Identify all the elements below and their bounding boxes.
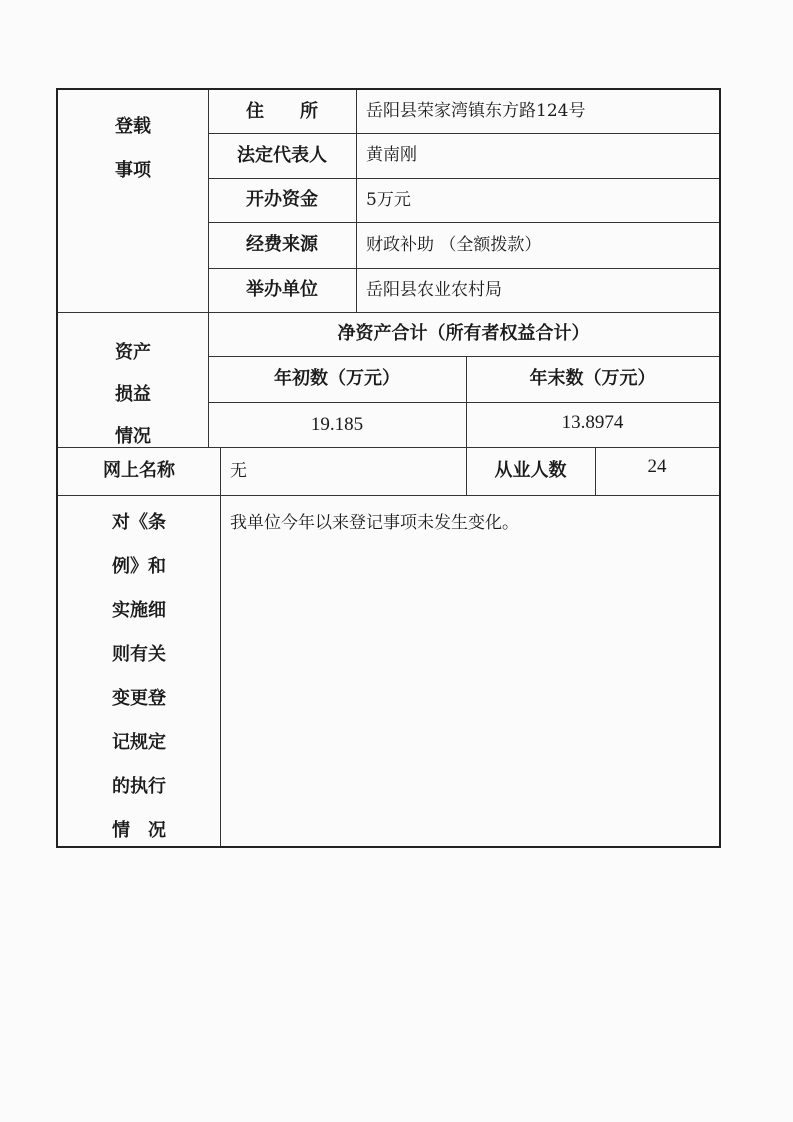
end-of-year-label: 年末数（万元）: [529, 368, 656, 389]
compliance-header-line: 例》和: [112, 556, 166, 577]
compliance-header: [58, 508, 220, 860]
compliance-content: 我单位今年以来登记事项未发生变化。: [230, 512, 519, 533]
compliance-header-line: 记规定: [112, 732, 166, 753]
section-divider: [58, 495, 719, 496]
sponsor-value: 岳阳县农业农村局: [366, 279, 502, 300]
online-name-value: 无: [230, 460, 247, 481]
registration-table: [56, 88, 721, 848]
end-of-year-value: 13.8974: [561, 411, 624, 433]
address-label: 住 所: [246, 100, 318, 122]
assets-header-line1: 资产: [115, 342, 151, 363]
legal-rep-value: 黄南刚: [366, 145, 417, 165]
column-divider: [356, 90, 357, 312]
net-assets-title: 净资产合计（所有者权益合计）: [337, 323, 590, 344]
sponsor-label: 举办单位: [246, 279, 318, 300]
registration-header-line1: 登载: [115, 116, 151, 137]
legal-rep-label: 法定代表人: [237, 144, 327, 166]
compliance-header-line: 的执行: [112, 776, 166, 797]
staff-count-value: 24: [647, 455, 667, 477]
assets-header-line2: 损益: [115, 384, 151, 405]
capital-value: 5万元: [366, 189, 411, 210]
start-of-year-value: 19.185: [310, 414, 364, 435]
funding-source-value: 财政补助 （全额拨款）: [366, 234, 542, 255]
staff-count-label: 从业人数: [494, 460, 567, 481]
online-name-label: 网上名称: [103, 460, 175, 481]
compliance-header-line: 对《条: [112, 512, 166, 533]
address-value: 岳阳县荣家湾镇东方路124号: [366, 101, 586, 121]
funding-source-label: 经费来源: [246, 234, 318, 255]
compliance-header-line: 情 况: [112, 820, 166, 841]
compliance-header-line: 实施细: [112, 600, 166, 621]
assets-header-line3: 情况: [115, 426, 151, 447]
registration-header-line2: 事项: [115, 160, 151, 181]
compliance-header-line: 变更登: [112, 688, 166, 709]
compliance-header-line: 则有关: [112, 644, 166, 665]
capital-label: 开办资金: [246, 189, 318, 210]
column-divider: [220, 447, 221, 846]
start-of-year-label: 年初数（万元）: [274, 368, 400, 389]
